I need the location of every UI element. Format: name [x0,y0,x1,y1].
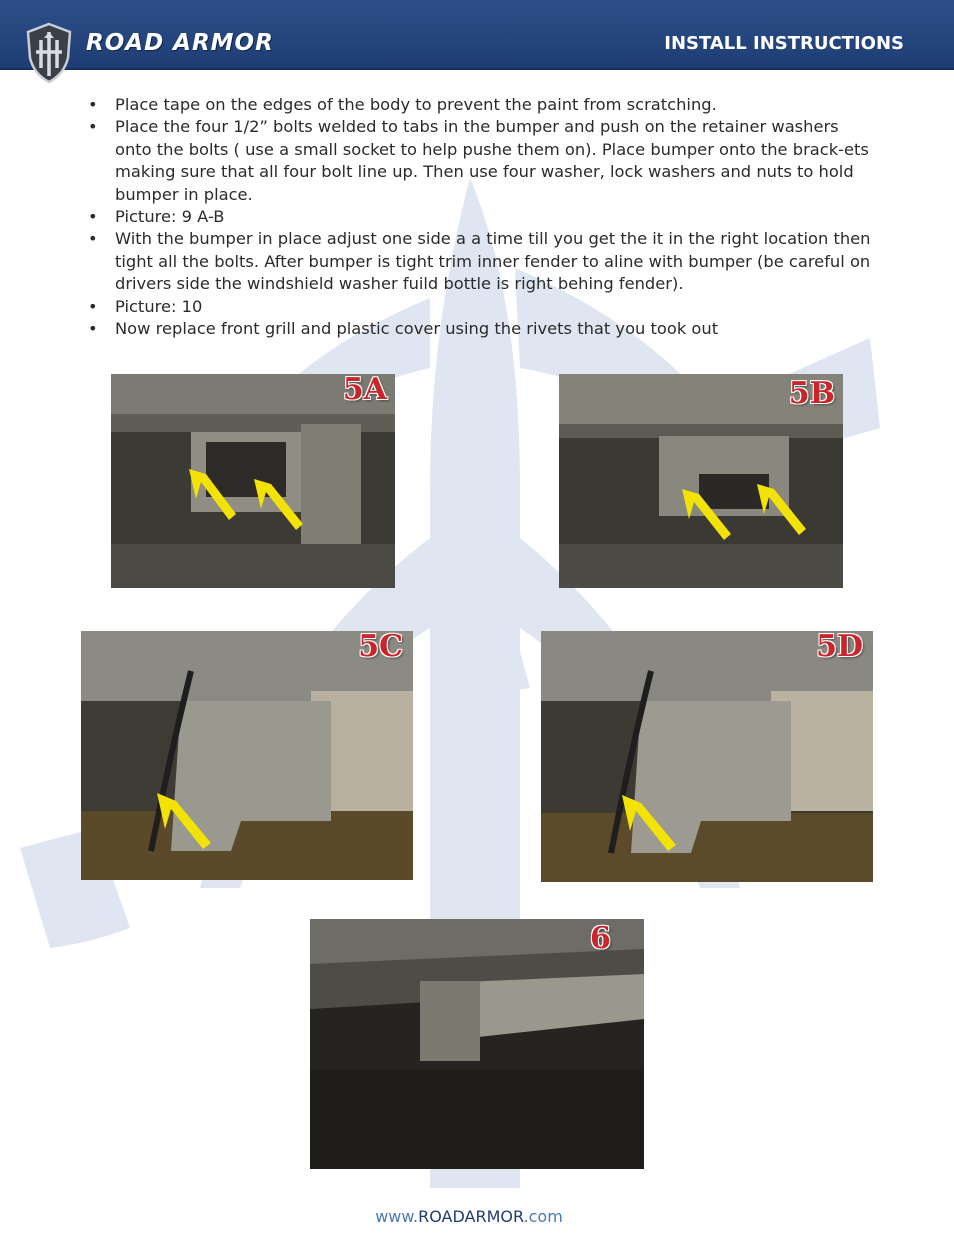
photo-5d [541,631,873,882]
photo-5a [111,374,395,588]
photo-5c-image [81,631,413,880]
photo-6-image [310,919,644,1169]
url-suffix: .com [523,1207,563,1226]
photo-label: 5D [816,631,863,664]
photo-label: 5A [342,374,387,407]
list-item: • Place the four 1/2” bolts welded to tabs in the bumper and push on the retainer washers onto the bolts ( use a small socket to help pushe them on). Place bumper onto the brack-ets making sure that all four bolt line up. Then use four washer, lock washers and nuts to hold bumper in place. [88,116,878,206]
list-item: • With the bumper in place adjust one side a a time till you get the it in the right location then tight all the bolts. After bumper is tight trim inner fender to aline with bumper (be careful on drivers side the windshield washer fuild bottle is right behing fender). [88,228,878,295]
photo-label: 5C [358,631,403,664]
photo-5c [81,631,413,880]
url-domain: ROADARMOR [418,1207,524,1226]
instructions-section [88,94,878,340]
page-title: INSTALL INSTRUCTIONS [664,33,904,54]
photo-6 [310,919,644,1169]
list-item: • Picture: 9 A-B [88,206,878,228]
instruction-list [88,94,878,340]
photo-label: 5B [788,376,835,411]
list-item: • Now replace front grill and plastic cover using the rivets that you took out [88,318,878,340]
list-item: • Place tape on the edges of the body to prevent the paint from scratching. [88,94,878,116]
photo-label: 6 [590,921,611,956]
page-header [0,0,954,70]
photo-5d-image [541,631,873,882]
list-item: • Picture: 10 [88,296,878,318]
photo-5b [559,374,843,588]
url-prefix: www. [375,1207,419,1226]
brand-name: ROAD ARMOR [86,30,274,56]
website-link[interactable] [0,1207,938,1226]
